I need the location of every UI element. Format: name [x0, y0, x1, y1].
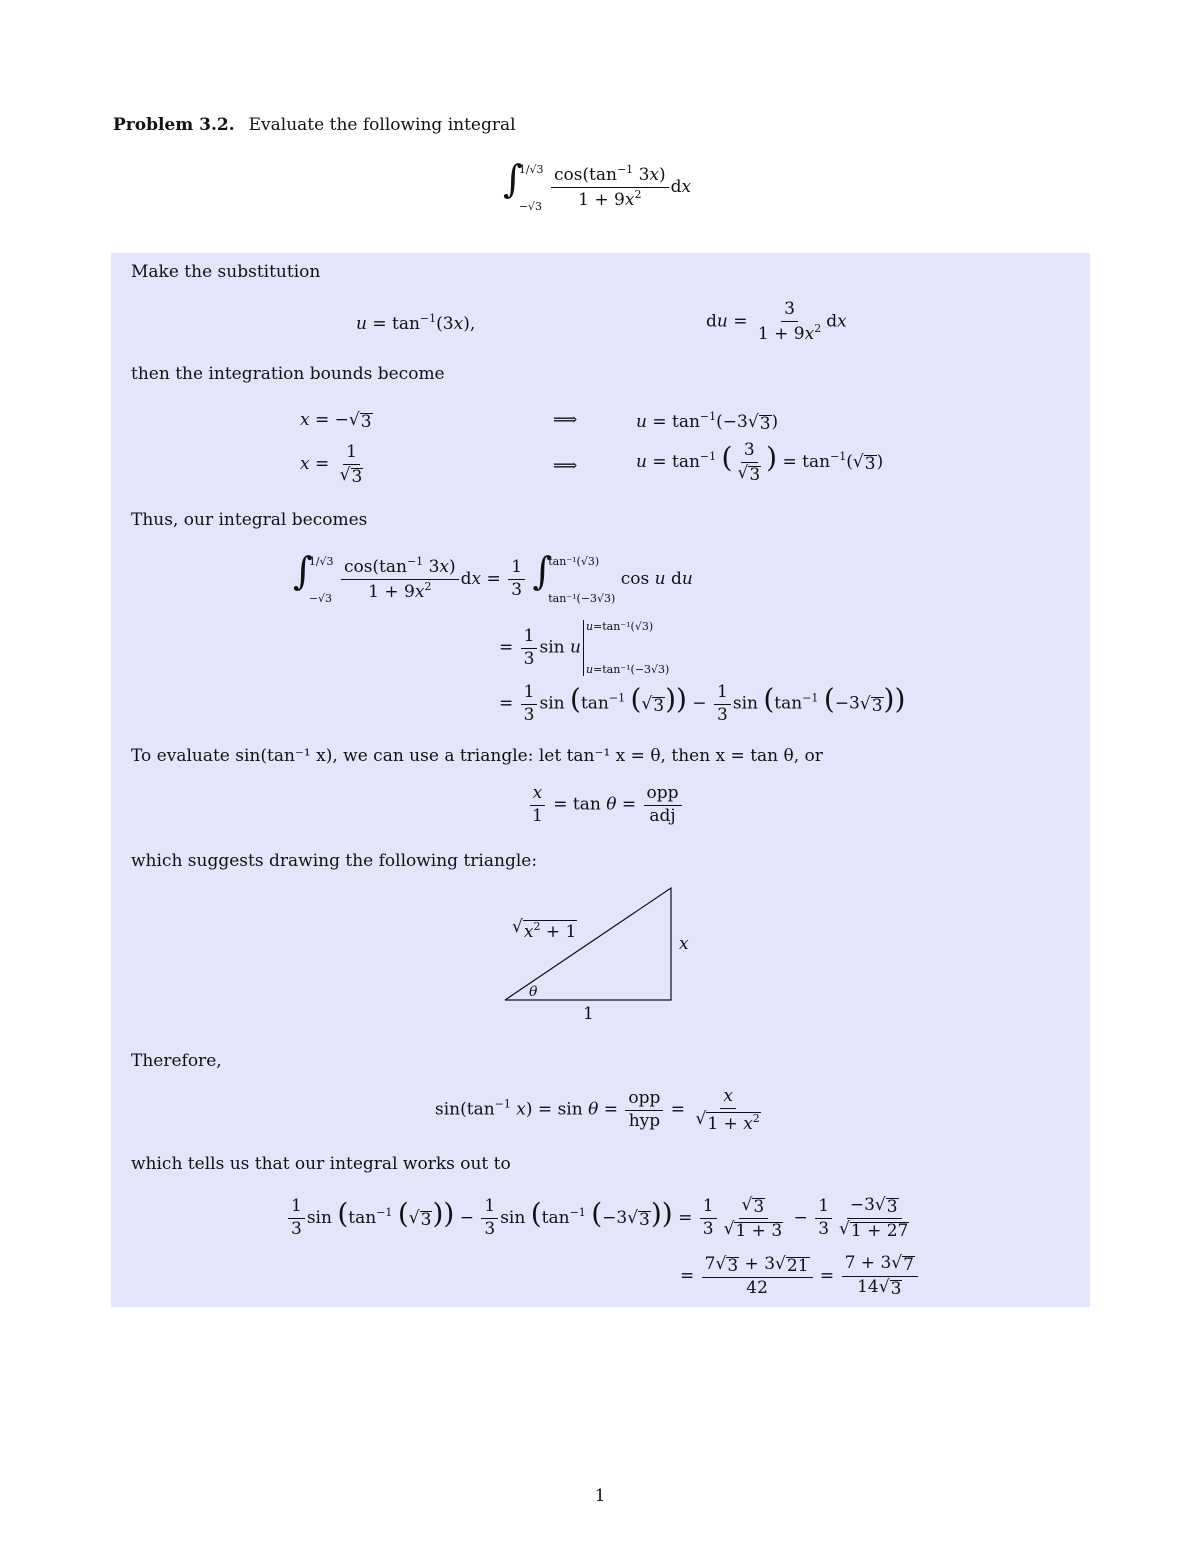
angle-label: θ — [529, 984, 538, 1000]
thus-text: Thus, our integral becomes — [131, 510, 368, 530]
problem-heading — [113, 115, 516, 135]
triangle-text: which suggests drawing the following triangle: — [131, 851, 538, 871]
final-line-2: = 7 √ 3 + 3 √ 21 42 = 7 + 3 √ 7 14 √ 3 — [680, 1254, 920, 1299]
conclusion-text: which tells us that our integral works out to — [131, 1154, 511, 1174]
implies-arrow-1: ⟹ — [553, 410, 578, 430]
problem-prompt: Evaluate the following integral — [248, 115, 516, 135]
final-line-1: $\frac{1}{3}$ $\sin (\tan^{-1}$ ( √ 3 )) − $\frac{1}{3}$ $\sin (\tan^{-1}$ (−3 √ 3 )) = $\frac{1}{3}$ √ 3 √ 1 + 3 − $\frac{1}{3}$ −3 √ 3 √ 1 + 27 — [286, 1196, 914, 1241]
solution-box — [111, 253, 1090, 1307]
substitution-u: $u = \tan^{-1}(3x)$, — [356, 312, 476, 334]
page-number: 1 — [594, 1486, 606, 1506]
adjacent-label: 1 — [583, 1004, 594, 1024]
evaluate-text: To evaluate sin(tan⁻¹ x), we can use a triangle: let tan⁻¹ x = θ, then x = tan θ, or — [131, 746, 823, 766]
bound-upper-u: $u = \tan^{-1}$ ( 3 √ 3 ) = $\tan^{-1}$( √ 3 ) — [636, 440, 884, 485]
implies-arrow-2: ⟹ — [553, 456, 578, 476]
right-triangle — [500, 884, 680, 1004]
bound-upper-x: x = 1 √ 3 — [300, 442, 363, 487]
bounds-text: then the integration bounds become — [131, 364, 445, 384]
bound-lower-u: $u = \tan^{-1}(-3$ √ 3 ) — [636, 410, 779, 434]
bound-lower-x: x = − √ 3 — [300, 410, 372, 432]
opposite-label: x — [679, 934, 689, 954]
solution-intro: Make the substitution — [131, 262, 321, 282]
tan-ratio: $\frac{x}{1}$ = tan θ = $\frac{\text{opp}}{\text{adj}}$ — [527, 784, 684, 826]
integral-transformed-lhs: ∫ 1/√3 −√3 $\frac{\cos(\tan^{-1} 3x)}{1 + 9x^2}$ dx = $\frac{1}{3}$ ∫ tan⁻¹(√3) tan⁻¹(−3√3) cos u du — [293, 549, 693, 605]
hypotenuse-label: √ $x^2 + 1$ — [512, 917, 577, 942]
substitution-du: du = $\frac{3}{1 + 9x^2}$ dx — [706, 299, 847, 344]
problem-label: Problem 3.2. — [113, 115, 235, 135]
main-integral: ∫ 1/√3 −√3 $\frac{\cos(\tan^{-1} 3x)}{1 + 9x^2}$ dx — [503, 157, 692, 213]
therefore-text: Therefore, — [131, 1051, 222, 1071]
evaluation-line-3: = $\frac{1}{3}$ $\sin (\tan^{-1}$ ( √ 3 )) − $\frac{1}{3}$ $\sin (\tan^{-1}$ (−3 √ 3 )) — [499, 682, 906, 725]
evaluation-line-2: = $\frac{1}{3}$ sin u u=tan⁻¹(√3) u=tan⁻¹(−3√3) — [499, 620, 670, 676]
sine-identity: $\sin(\tan^{-1}$ x) = sin θ = $\frac{\text{opp}}{\text{hyp}}$ = x √ $1 + x^2$ — [435, 1086, 760, 1134]
